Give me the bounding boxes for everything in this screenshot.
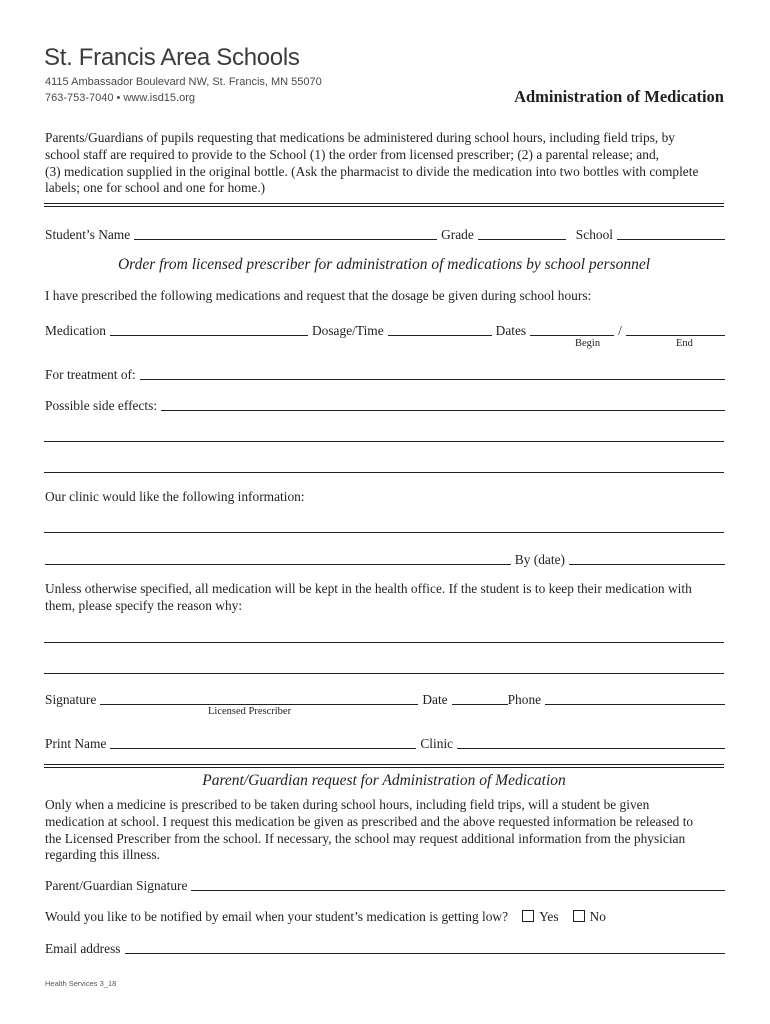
- date-label: Date: [422, 692, 448, 707]
- phone-label: Phone: [507, 692, 542, 707]
- begin-date-field[interactable]: [530, 334, 614, 336]
- dates-label: Dates: [495, 323, 527, 338]
- no-label: No: [589, 909, 606, 924]
- clinic-info-label: Our clinic would like the following information:: [45, 489, 305, 504]
- school-label: School: [575, 227, 613, 242]
- phone-field[interactable]: [545, 703, 725, 705]
- form-title: Administration of Medication: [514, 87, 724, 106]
- signature-date-field[interactable]: [452, 703, 508, 705]
- storage-line: Unless otherwise specified, all medication will be kept in the health office. If the student is to keep their medication with: [45, 581, 692, 596]
- clinic-label: Clinic: [420, 736, 454, 751]
- dosage-time-field[interactable]: [388, 334, 492, 336]
- student-row: [45, 226, 725, 242]
- parent-paragraph: [45, 797, 729, 864]
- clinic-info-field[interactable]: [45, 563, 511, 565]
- parent-signature-field[interactable]: [191, 889, 725, 891]
- no-option[interactable]: [559, 910, 606, 924]
- side-effects-label: Possible side effects:: [45, 398, 158, 413]
- print-name-field[interactable]: [110, 747, 416, 749]
- intro-line: Parents/Guardians of pupils requesting that medications be administered during school hours, including field trips, by: [45, 130, 675, 145]
- school-field[interactable]: [617, 238, 725, 240]
- prescriber-section-heading: Order from licensed prescriber for administration of medications by school personnel: [117, 256, 651, 273]
- divider: [44, 767, 724, 768]
- prescriber-signature-field[interactable]: [100, 703, 418, 705]
- by-date-label: By (date): [514, 552, 565, 567]
- yes-checkbox[interactable]: [522, 910, 534, 922]
- clinic-info-line[interactable]: [44, 532, 724, 533]
- reason-line[interactable]: [44, 673, 724, 674]
- divider: [44, 206, 724, 207]
- reason-line[interactable]: [44, 642, 724, 643]
- org-name: St. Francis Area Schools: [44, 44, 300, 71]
- treatment-field[interactable]: [140, 378, 725, 380]
- parent-line: regarding this illness.: [45, 847, 160, 863]
- side-effects-line[interactable]: [44, 472, 724, 473]
- grade-label: Grade: [441, 227, 474, 242]
- medication-row: [45, 322, 725, 338]
- parent-signature-label: Parent/Guardian Signature: [45, 878, 188, 893]
- print-name-row: [45, 735, 725, 751]
- medication-label: Medication: [45, 323, 106, 338]
- storage-paragraph: [45, 581, 729, 615]
- side-effects-field[interactable]: [161, 409, 725, 411]
- dosage-time-label: Dosage/Time: [311, 323, 384, 338]
- yes-label: Yes: [539, 909, 559, 924]
- org-contact: 763-753-7040 • www.isd15.org: [45, 92, 195, 104]
- prescriber-intro: [45, 288, 729, 305]
- notify-row: [45, 908, 725, 924]
- parent-line: medication at school. I request this medication be given as prescribed and the above requested information be released to: [45, 813, 694, 829]
- treatment-label: For treatment of:: [45, 367, 136, 382]
- storage-line: them, please specify the reason why:: [45, 597, 243, 613]
- treatment-row: [45, 366, 725, 382]
- footer-code: Health Services 3_18: [45, 979, 117, 988]
- no-checkbox[interactable]: [573, 910, 585, 922]
- signature-row: [45, 691, 725, 707]
- by-date-field[interactable]: [569, 563, 725, 565]
- end-label: End: [676, 338, 693, 349]
- signature-label: Signature: [45, 692, 97, 707]
- prescriber-intro-text: I have prescribed the following medications and request that the dosage be given during school hours:: [45, 288, 592, 303]
- student-name-field[interactable]: [134, 238, 437, 240]
- email-row: [45, 940, 725, 956]
- intro-line: labels; one for school and one for home.): [45, 180, 266, 196]
- parent-line: Only when a medicine is prescribed to be taken during school hours, including field trips, will a student be given: [45, 797, 650, 812]
- print-name-label: Print Name: [45, 736, 107, 751]
- yes-option[interactable]: [508, 910, 558, 924]
- side-effects-line[interactable]: [44, 441, 724, 442]
- email-field[interactable]: [125, 952, 726, 954]
- grade-field[interactable]: [478, 238, 566, 240]
- clinic-field[interactable]: [457, 747, 725, 749]
- notify-question: Would you like to be notified by email when your student’s medication is getting low?: [45, 909, 509, 924]
- begin-label: Begin: [575, 338, 601, 349]
- parent-signature-row: [45, 877, 725, 893]
- medication-field[interactable]: [110, 334, 308, 336]
- divider: [44, 203, 724, 204]
- intro-line: (3) medication supplied in the original bottle. (Ask the pharmacist to divide the medication into two bottles with complete: [45, 163, 699, 179]
- side-effects-row: [45, 397, 725, 413]
- by-date-row: [45, 551, 725, 567]
- email-label: Email address: [45, 941, 121, 956]
- end-date-field[interactable]: [626, 334, 725, 336]
- parent-section-heading: Parent/Guardian request for Administration of Medication: [202, 772, 566, 789]
- intro-line: school staff are required to provide to the School (1) the order from licensed prescriber; (2) a parental release; and,: [45, 146, 659, 162]
- parent-line: the Licensed Prescriber from the school. If necessary, the school may request additional information from the physician: [45, 830, 686, 846]
- divider: [44, 764, 724, 765]
- licensed-prescriber-caption: Licensed Prescriber: [208, 706, 292, 717]
- org-address: 4115 Ambassador Boulevard NW, St. Francis, MN 55070: [45, 76, 322, 88]
- student-name-label: Student’s Name: [45, 227, 131, 242]
- clinic-info-prompt: [45, 489, 729, 506]
- date-separator: /: [618, 323, 622, 338]
- intro-paragraph: [45, 130, 729, 197]
